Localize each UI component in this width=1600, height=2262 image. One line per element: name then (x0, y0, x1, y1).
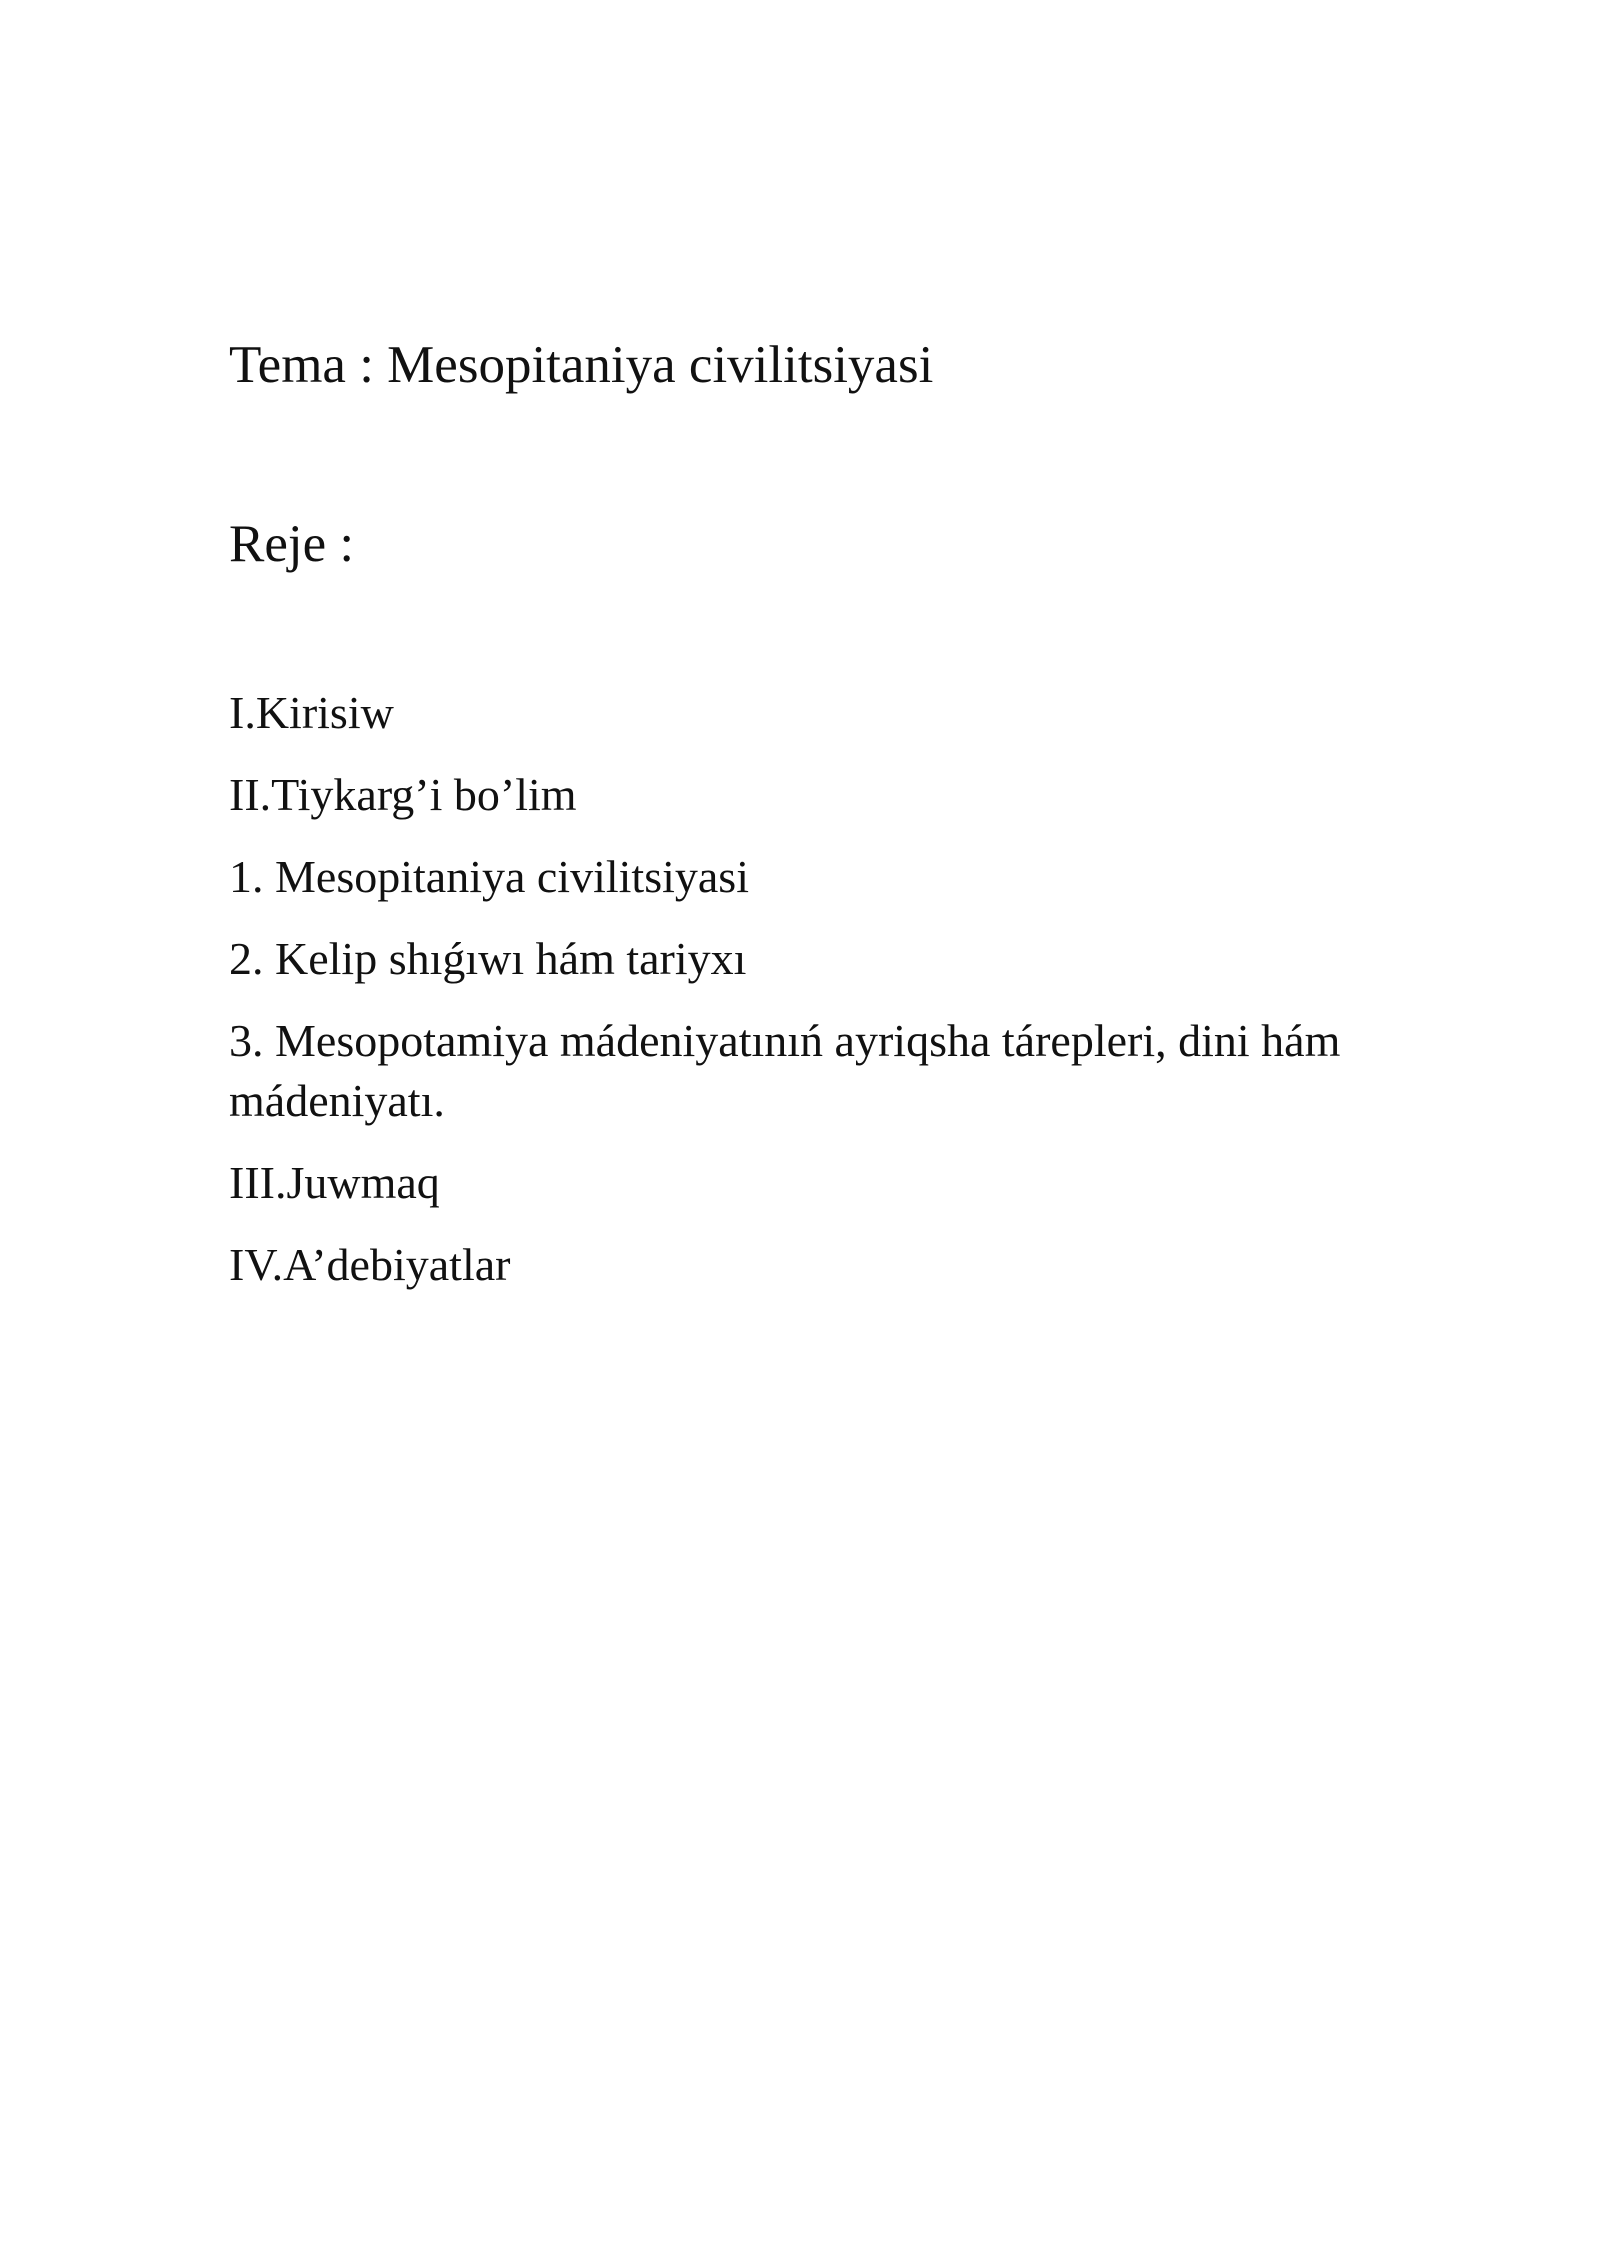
outline-item-main-part: II.Tiykarg’i bo’lim (229, 769, 577, 820)
outline-item-introduction: I.Kirisiw (229, 687, 394, 738)
outline-item-origin-and-history: 2. Kelip shıǵıwı hám tariyxı (229, 933, 747, 984)
outline-item-conclusion: III.Juwmaq (229, 1157, 440, 1208)
outline-list (229, 683, 1409, 1317)
page-title: Tema : Mesopitaniya civilitsiyasi (229, 336, 934, 394)
plan-heading: Reje : (229, 515, 355, 573)
outline-item-mesopotamia-civilization: 1. Mesopitaniya civilitsiyasi (229, 851, 749, 902)
outline-item-literature: IV.A’debiyatlar (229, 1239, 511, 1290)
outline-item-culture-and-religion: 3. Mesopotamiya mádeniyatınıń ayriqsha tárepleri, dini hám mádeniyatı. (229, 1015, 1341, 1126)
